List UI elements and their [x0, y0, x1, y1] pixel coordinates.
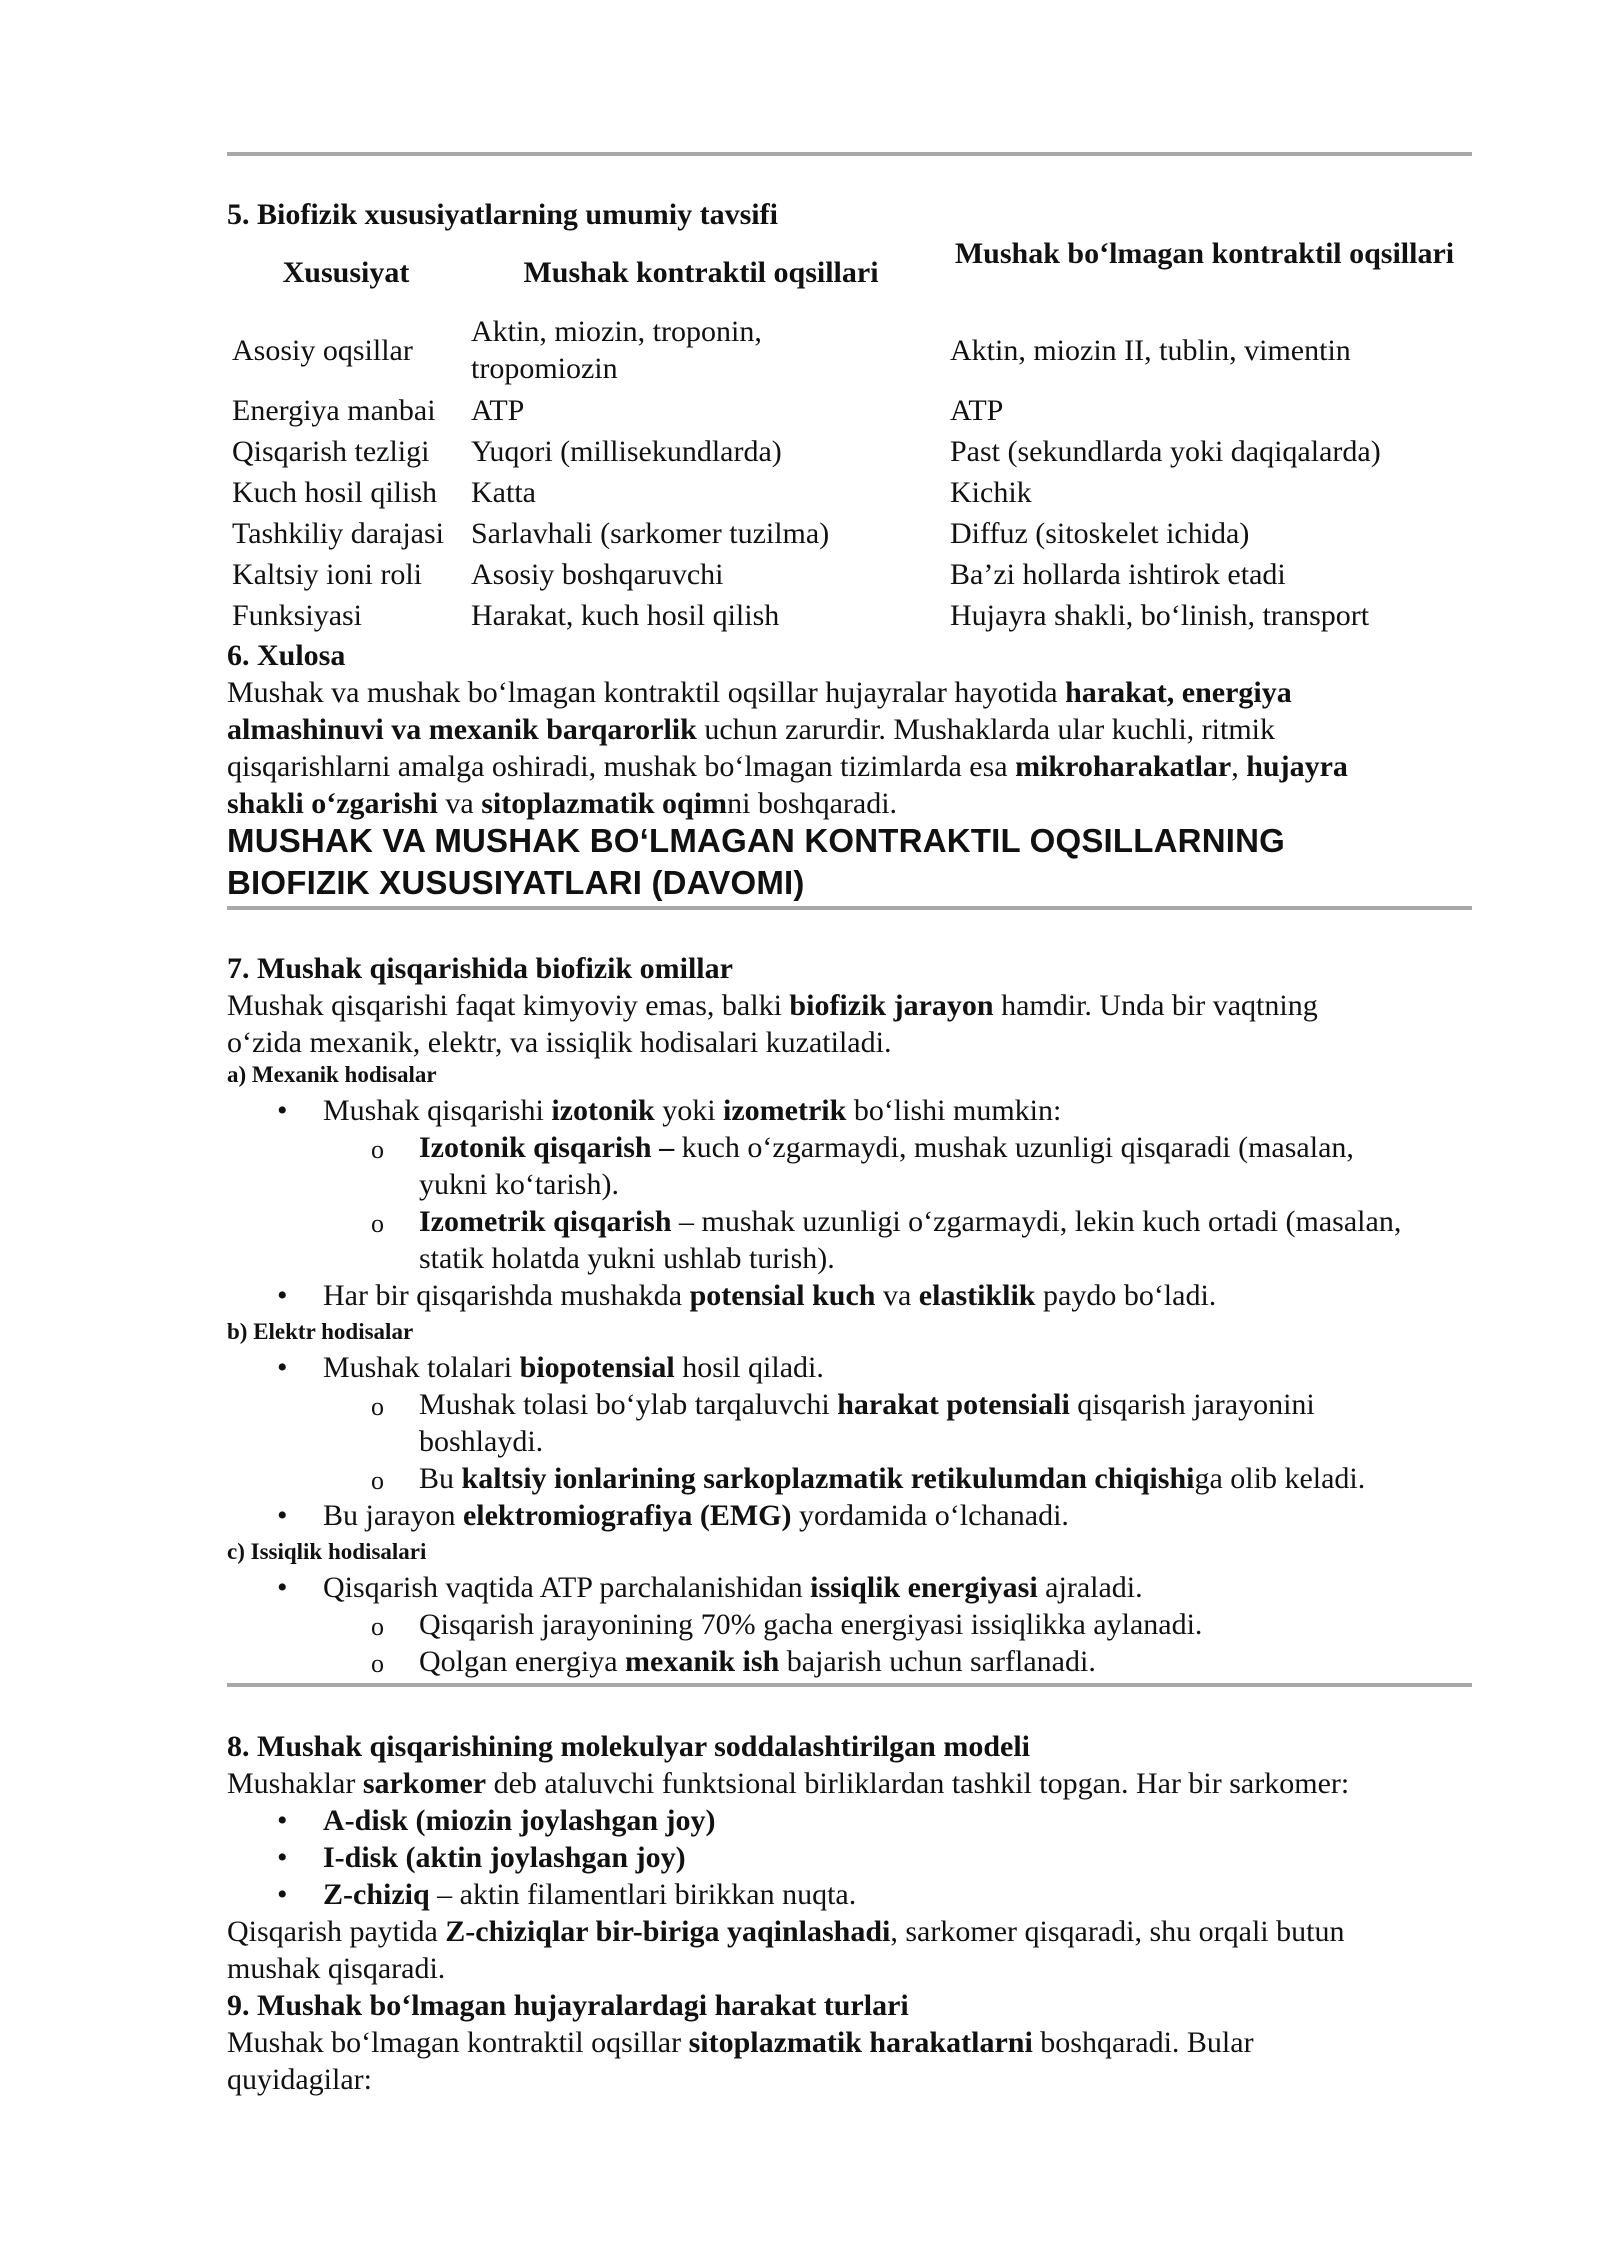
- section9-heading: 9. Mushak bo‘lmagan hujayralardagi harakat turlari: [227, 1989, 909, 2022]
- bullet-glyph: •: [277, 1351, 288, 1384]
- table-cell: Kaltsiy ioni roli: [232, 558, 422, 591]
- list-item: Mushak tolalari biopotensial hosil qiladi.: [323, 1351, 824, 1384]
- horizontal-rule: [227, 906, 1472, 910]
- table-cell: Yuqori (millisekundlarda): [471, 435, 782, 468]
- bullet-glyph: •: [277, 1499, 288, 1532]
- table-header: Mushak kontraktil oqsillari: [523, 256, 879, 289]
- sub-list-item-continued: boshlaydi.: [419, 1425, 544, 1458]
- table-cell: Sarlavhali (sarkomer tuzilma): [471, 517, 830, 550]
- list-item: Z-chiziq – aktin filamentlari birikkan nuqta.: [323, 1878, 857, 1911]
- horizontal-rule: [227, 1683, 1472, 1687]
- sub-bullet-glyph: o: [371, 1649, 384, 1678]
- table-cell: ATP: [950, 394, 1004, 427]
- subheading-electric: b) Elektr hodisalar: [227, 1319, 414, 1344]
- bullet-glyph: •: [277, 1878, 288, 1911]
- list-item: I-disk (aktin joylashgan joy): [323, 1841, 686, 1874]
- sub-list-item: Izometrik qisqarish – mushak uzunligi o‘zgarmaydi, lekin kuch ortadi (masalan,: [419, 1205, 1402, 1238]
- table-cell: Diffuz (sitoskelet ichida): [950, 517, 1250, 550]
- table-cell: Qisqarish tezligi: [232, 435, 430, 468]
- paragraph-line: qisqarishlarni amalga oshiradi, mushak bo‘lmagan tizimlarda esa mikroharakatlar, hujayra: [227, 750, 1348, 783]
- table-cell: Harakat, kuch hosil qilish: [471, 599, 780, 632]
- sub-list-item-continued: statik holatda yukni ushlab turish).: [419, 1242, 835, 1275]
- sub-list-item: Bu kaltsiy ionlarining sarkoplazmatik retikulumdan chiqishiga olib keladi.: [419, 1462, 1366, 1495]
- table-cell: Funksiyasi: [232, 599, 363, 632]
- list-item: Qisqarish vaqtida ATP parchalanishidan issiqlik energiyasi ajraladi.: [323, 1571, 1143, 1604]
- paragraph-line: Mushak va mushak bo‘lmagan kontraktil oqsillar hujayralar hayotida harakat, energiya: [227, 676, 1292, 709]
- table-cell: Asosiy oqsillar: [232, 334, 413, 367]
- section5-heading: 5. Biofizik xususiyatlarning umumiy tavsifi: [227, 198, 778, 231]
- paragraph-line: Mushak qisqarishi faqat kimyoviy emas, balki biofizik jarayon hamdir. Unda bir vaqtning: [227, 989, 1318, 1022]
- table-cell: Tashkiliy darajasi: [232, 517, 445, 550]
- sub-bullet-glyph: o: [371, 1466, 384, 1495]
- table-cell: Hujayra shakli, bo‘linish, transport: [950, 599, 1370, 632]
- table-header: Mushak bo‘lmagan kontraktil oqsillari: [954, 237, 1455, 270]
- section6-heading: 6. Xulosa: [227, 639, 346, 672]
- list-item: Har bir qisqarishda mushakda potensial kuch va elastiklik paydo bo‘ladi.: [323, 1279, 1217, 1312]
- table-cell: Aktin, miozin II, tublin, vimentin: [950, 334, 1351, 367]
- paragraph-line: o‘zida mexanik, elektr, va issiqlik hodisalari kuzatiladi.: [227, 1026, 892, 1059]
- list-item: A-disk (miozin joylashgan joy): [323, 1804, 716, 1837]
- subheading-heat: c) Issiqlik hodisalari: [227, 1539, 427, 1564]
- paragraph-line: Mushak bo‘lmagan kontraktil oqsillar sitoplazmatik harakatlarni boshqaradi. Bular: [227, 2026, 1254, 2059]
- table-cell: ATP: [471, 394, 525, 427]
- section7-heading: 7. Mushak qisqarishida biofizik omillar: [227, 952, 733, 985]
- table-cell: Katta: [471, 476, 536, 509]
- section8-outro: [227, 1913, 1472, 1987]
- bullet-glyph: •: [277, 1841, 288, 1874]
- table-cell: Aktin, miozin, troponin, tropomiozin: [471, 315, 762, 385]
- bullet-glyph: •: [277, 1804, 288, 1837]
- sub-bullet-glyph: o: [371, 1612, 384, 1641]
- subheading-mechanical: a) Mexanik hodisalar: [227, 1062, 437, 1087]
- paragraph-line: almashinuvi va mexanik barqarorlik uchun zarurdir. Mushaklarda ular kuchli, ritmik: [227, 713, 1276, 746]
- section7-intro: [227, 987, 1472, 1061]
- main-title-line: BIOFIZIK XUSUSIYATLARI (DAVOMI): [227, 864, 805, 901]
- table-cell: Asosiy boshqaruvchi: [471, 558, 724, 591]
- table-cell: Kichik: [950, 476, 1032, 509]
- main-title-line: MUSHAK VA MUSHAK BO‘LMAGAN KONTRAKTIL OQSILLARNING: [227, 822, 1286, 859]
- horizontal-rule: [227, 152, 1472, 156]
- paragraph-line: mushak qisqaradi.: [227, 1952, 446, 1985]
- section8-intro: Mushaklar sarkomer deb ataluvchi funktsional birliklardan tashkil topgan. Har bir sarkomer:: [227, 1767, 1350, 1800]
- sub-list-item-continued: yukni ko‘tarish).: [419, 1168, 619, 1201]
- bullet-glyph: •: [277, 1279, 288, 1312]
- conclusion-paragraph: [227, 674, 1472, 822]
- paragraph-line: shakli o‘zgarishi va sitoplazmatik oqimni boshqaradi.: [227, 787, 898, 820]
- list-item: Mushak qisqarishi izotonik yoki izometrik bo‘lishi mumkin:: [323, 1094, 1062, 1127]
- table-header: Xususiyat: [282, 256, 410, 289]
- table-cell: Kuch hosil qilish: [232, 476, 438, 509]
- paragraph-line: Qisqarish paytida Z-chiziqlar bir-biriga yaqinlashadi, sarkomer qisqaradi, shu orqali butun: [227, 1915, 1345, 1948]
- sub-bullet-glyph: o: [371, 1135, 384, 1164]
- list-item: Bu jarayon elektromiografiya (EMG) yordamida o‘lchanadi.: [323, 1499, 1069, 1532]
- section9-paragraph: [227, 2024, 1472, 2098]
- table-cell: Ba’zi hollarda ishtirok etadi: [950, 558, 1286, 591]
- table-cell: Past (sekundlarda yoki daqiqalarda): [950, 435, 1381, 468]
- paragraph-line: quyidagilar:: [227, 2063, 372, 2096]
- table-cell: Energiya manbai: [232, 394, 436, 427]
- sub-list-item: Izotonik qisqarish – kuch o‘zgarmaydi, mushak uzunligi qisqaradi (masalan,: [419, 1131, 1354, 1164]
- sub-list-item: Qolgan energiya mexanik ish bajarish uchun sarflanadi.: [419, 1645, 1096, 1678]
- section8-heading: 8. Mushak qisqarishining molekulyar soddalashtirilgan modeli: [227, 1730, 1030, 1763]
- sub-list-item: Qisqarish jarayonining 70% gacha energiyasi issiqlikka aylanadi.: [419, 1608, 1203, 1641]
- sub-bullet-glyph: o: [371, 1392, 384, 1421]
- bullet-glyph: •: [277, 1571, 288, 1604]
- bullet-glyph: •: [277, 1094, 288, 1127]
- sub-list-item: Mushak tolasi bo‘ylab tarqaluvchi harakat potensiali qisqarish jarayonini: [419, 1388, 1315, 1421]
- sub-bullet-glyph: o: [371, 1209, 384, 1238]
